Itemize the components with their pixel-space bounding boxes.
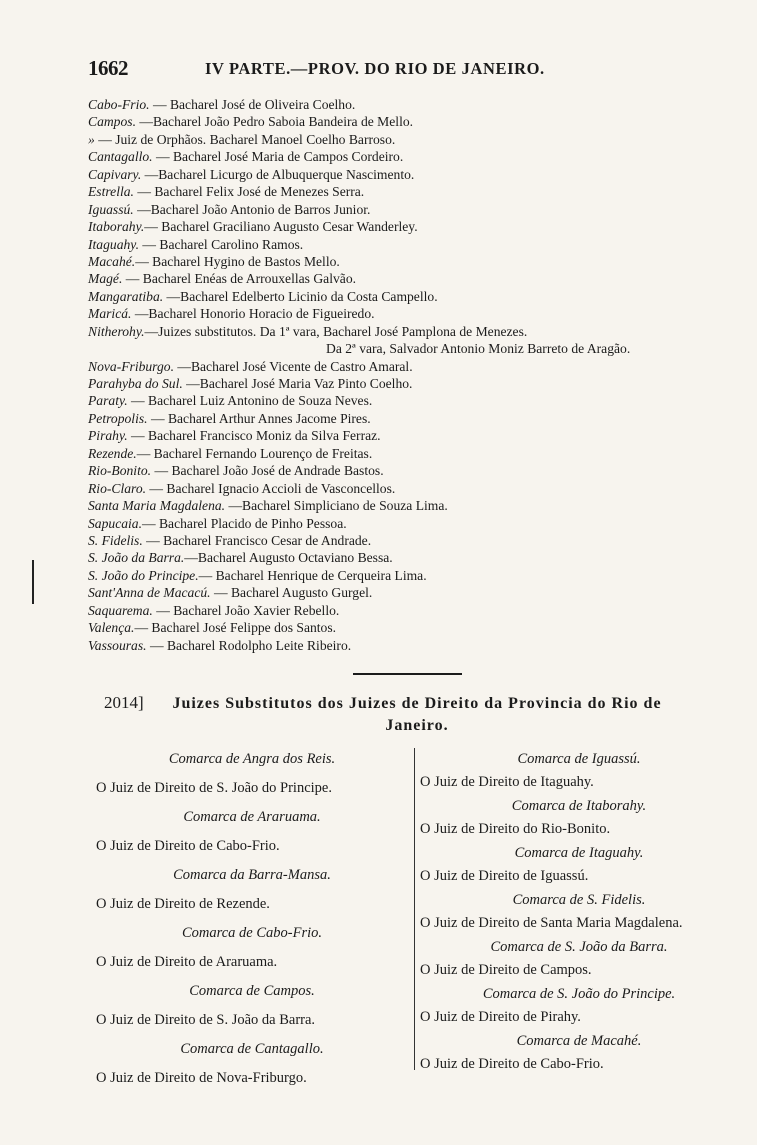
judge-place: Nitherohy. xyxy=(88,323,145,339)
judge-entry xyxy=(88,619,738,636)
judge-entry xyxy=(88,480,738,497)
judge-entry xyxy=(88,323,738,340)
judge-name: — Bacharel Luiz Antonino de Souza Neves. xyxy=(127,393,373,409)
judge-place: Santa Maria Magdalena. xyxy=(88,498,226,514)
substitute-judge: O Juiz de Direito de Cabo-Frio. xyxy=(420,1056,604,1072)
substitute-judge: O Juiz de Direito de Itaguahy. xyxy=(420,774,594,790)
comarca-heading: Comarca de Iguassú. xyxy=(517,751,641,767)
page-number: 1662 xyxy=(88,56,128,80)
judge-name: —Bacharel José Maria Vaz Pinto Coelho. xyxy=(182,376,413,391)
comarca-heading: Comarca de Araruama. xyxy=(183,809,321,825)
comarca-heading: Comarca de Itaguahy. xyxy=(514,845,644,861)
judge-name: — Juiz de Orphãos. Bacharel Manoel Coelho Barroso. xyxy=(94,131,396,147)
judge-entry xyxy=(88,218,738,235)
substitute-judge: O Juiz de Direito de Rezende. xyxy=(96,896,270,912)
judge-name: —Bacharel Honorio Horacio de Figueiredo. xyxy=(131,306,375,322)
judge-name: —Bacharel Licurgo de Albuquerque Nascimento. xyxy=(141,166,415,182)
judge-place: Itaguahy. xyxy=(88,236,139,252)
judge-entry xyxy=(88,270,738,287)
comarca-heading: Comarca de Cabo-Frio. xyxy=(181,925,323,941)
judge-entry xyxy=(88,96,738,113)
judge-entry xyxy=(88,532,738,549)
judge-place: Cantagallo. xyxy=(88,149,153,165)
judge-name: — Bacharel Ignacio Accioli de Vasconcellos. xyxy=(146,480,396,496)
substitute-judge: O Juiz de Direito de Araruama. xyxy=(96,954,278,970)
judge-entry xyxy=(88,515,738,532)
judge-entry xyxy=(88,131,738,148)
comarca-heading: Comarca de Macahé. xyxy=(516,1033,642,1049)
judge-name: — Bacharel José de Oliveira Coelho. xyxy=(149,97,356,112)
substitute-judge: O Juiz de Direito de S. João da Barra. xyxy=(96,1012,316,1028)
judge-place: » xyxy=(88,131,95,147)
judge-place: S. Fidelis. xyxy=(88,532,143,548)
running-header: IV PARTE.—PROV. DO RIO DE JANEIRO. xyxy=(205,59,545,78)
judge-entry xyxy=(88,148,738,165)
judge-name: — Bacharel José Felippe dos Santos. xyxy=(134,620,337,636)
substitute-judge: O Juiz de Direito do Rio-Bonito. xyxy=(420,821,611,837)
judge-place: Sapucaia. xyxy=(88,515,142,531)
judge-entry xyxy=(88,637,738,654)
section-title: Juizes Substitutos dos Juizes de Direito da Provincia do Rio de Janeiro. xyxy=(172,695,662,734)
section-number: 2014] xyxy=(104,693,144,712)
comarca-heading: Comarca de S. João do Principe. xyxy=(482,986,676,1002)
judge-name: — Bacharel Carolino Ramos. xyxy=(138,236,304,252)
comarca-heading: Comarca de Cantagallo. xyxy=(180,1041,324,1057)
comarca-heading: Comarca de Angra dos Reis. xyxy=(168,751,336,767)
judge-name: — Bacharel Enéas de Arrouxellas Galvão. xyxy=(122,271,357,287)
substitute-judge: O Juiz de Direito de S. João do Principe. xyxy=(96,780,332,796)
substitute-judge: O Juiz de Direito de Santa Maria Magdalena. xyxy=(420,915,683,931)
judge-place: Nova-Friburgo. xyxy=(88,358,174,374)
judge-name: — Bacharel João Xavier Rebello. xyxy=(152,602,340,618)
judge-name: Da 2ª vara, Salvador Antonio Moniz Barreto de Aragão. xyxy=(326,341,631,357)
judge-place: Petropolis. xyxy=(88,410,148,426)
judge-place: Rezende. xyxy=(88,445,137,461)
judge-place: Campos. xyxy=(88,114,136,130)
judge-name: — Bacharel José Maria de Campos Cordeiro. xyxy=(152,149,404,165)
judge-place: Saquarema. xyxy=(88,602,153,618)
judge-name: —Bacharel João Pedro Saboia Bandeira de Mello. xyxy=(135,114,414,130)
judges-list xyxy=(88,96,738,654)
judge-name: —Bacharel Augusto Octaviano Bessa. xyxy=(184,550,393,566)
judge-place: Pirahy. xyxy=(88,428,128,444)
judge-entry xyxy=(88,236,738,253)
judge-entry xyxy=(88,288,738,305)
judge-name: —Bacharel Edelberto Licinio da Costa Campello. xyxy=(163,288,438,304)
judge-place: Estrella. xyxy=(88,184,134,200)
judge-place: Rio-Bonito. xyxy=(88,463,152,479)
judge-name: — Bacharel Francisco Moniz da Silva Ferraz. xyxy=(127,428,381,444)
judge-name: — Bacharel Felix José de Menezes Serra. xyxy=(133,184,365,200)
judge-entry xyxy=(88,445,738,462)
judge-place: Itaborahy. xyxy=(88,219,145,235)
judge-name: — Bacharel Augusto Gurgel. xyxy=(210,585,373,601)
judge-entry xyxy=(88,567,738,584)
comarca-heading: Comarca de S. João da Barra. xyxy=(490,939,668,955)
substitute-judge: O Juiz de Direito de Cabo-Frio. xyxy=(96,838,280,854)
margin-bar-mark xyxy=(32,560,34,604)
judge-entry xyxy=(88,340,738,357)
judge-place: Mangaratiba. xyxy=(88,288,164,304)
judge-place: Vassouras. xyxy=(88,637,147,653)
judge-entry xyxy=(88,584,738,601)
substitutes-left-column xyxy=(96,748,408,1096)
judge-place: Paraty. xyxy=(88,393,128,409)
column-separator xyxy=(414,748,415,1070)
substitute-judge: O Juiz de Direito de Pirahy. xyxy=(420,1009,581,1025)
judge-name: — Bacharel Fernando Lourenço de Freitas. xyxy=(136,445,373,461)
substitutes-right-column xyxy=(420,748,738,1077)
judge-place: Capivary. xyxy=(88,166,142,182)
judge-entry xyxy=(88,358,738,375)
judge-entry xyxy=(88,166,738,183)
judge-entry xyxy=(88,375,738,392)
judge-entry xyxy=(88,253,738,270)
judge-entry xyxy=(88,427,738,444)
comarca-heading: Comarca de S. Fidelis. xyxy=(512,892,646,908)
judge-place: Cabo-Frio. xyxy=(88,97,150,112)
judge-place: Iguassú. xyxy=(88,201,134,217)
judge-name: — Bacharel Placido de Pinho Pessoa. xyxy=(142,515,347,531)
judge-entry xyxy=(88,201,738,218)
judge-place: Sant'Anna de Macacú. xyxy=(88,585,211,601)
judge-name: — Bacharel Arthur Annes Jacome Pires. xyxy=(147,410,371,426)
comarca-heading: Comarca de Campos. xyxy=(189,983,315,999)
judge-entry xyxy=(88,602,738,619)
judge-entry xyxy=(88,183,738,200)
judge-entry xyxy=(88,410,738,427)
judge-place: Macahé. xyxy=(88,253,136,269)
judge-entry xyxy=(88,305,738,322)
judge-name: —Juizes substitutos. Da 1ª vara, Bacharel José Pamplona de Menezes. xyxy=(144,323,528,339)
judge-name: — Bacharel Henrique de Cerqueira Lima. xyxy=(198,567,427,583)
judge-place: S. João da Barra. xyxy=(88,550,185,566)
judge-entry xyxy=(88,462,738,479)
judge-name: —Bacharel José Vicente de Castro Amaral. xyxy=(173,358,413,374)
judge-place: Magé. xyxy=(88,271,123,287)
judge-name: —Bacharel Simpliciano de Souza Lima. xyxy=(225,498,448,514)
substitute-judge: O Juiz de Direito de Nova-Friburgo. xyxy=(96,1070,307,1086)
judge-entry xyxy=(88,113,738,130)
judge-place: Rio-Claro. xyxy=(88,480,147,496)
comarca-heading: Comarca da Barra-Mansa. xyxy=(173,867,331,883)
judge-name: — Bacharel João José de Andrade Bastos. xyxy=(151,463,384,479)
substitute-judge: O Juiz de Direito de Iguassú. xyxy=(420,868,589,884)
judge-entry xyxy=(88,392,738,409)
comarca-heading: Comarca de Itaborahy. xyxy=(511,798,647,814)
judge-name: — Bacharel Francisco Cesar de Andrade. xyxy=(142,532,372,548)
judge-place: S. João do Principe. xyxy=(88,567,199,583)
judge-entry xyxy=(88,549,738,566)
judge-name: —Bacharel João Antonio de Barros Junior. xyxy=(133,201,371,217)
judge-name: — Bacharel Hygino de Bastos Mello. xyxy=(135,253,340,269)
judge-place: Maricá. xyxy=(88,306,132,322)
judge-name: — Bacharel Rodolpho Leite Ribeiro. xyxy=(146,637,352,653)
judge-place: Valença. xyxy=(88,620,135,636)
substitute-judge: O Juiz de Direito de Campos. xyxy=(420,962,592,978)
judge-entry xyxy=(88,497,738,514)
judge-name: — Bacharel Graciliano Augusto Cesar Wanderley. xyxy=(144,219,418,235)
judge-place: Parahyba do Sul. xyxy=(88,376,183,391)
section-divider xyxy=(353,673,462,675)
